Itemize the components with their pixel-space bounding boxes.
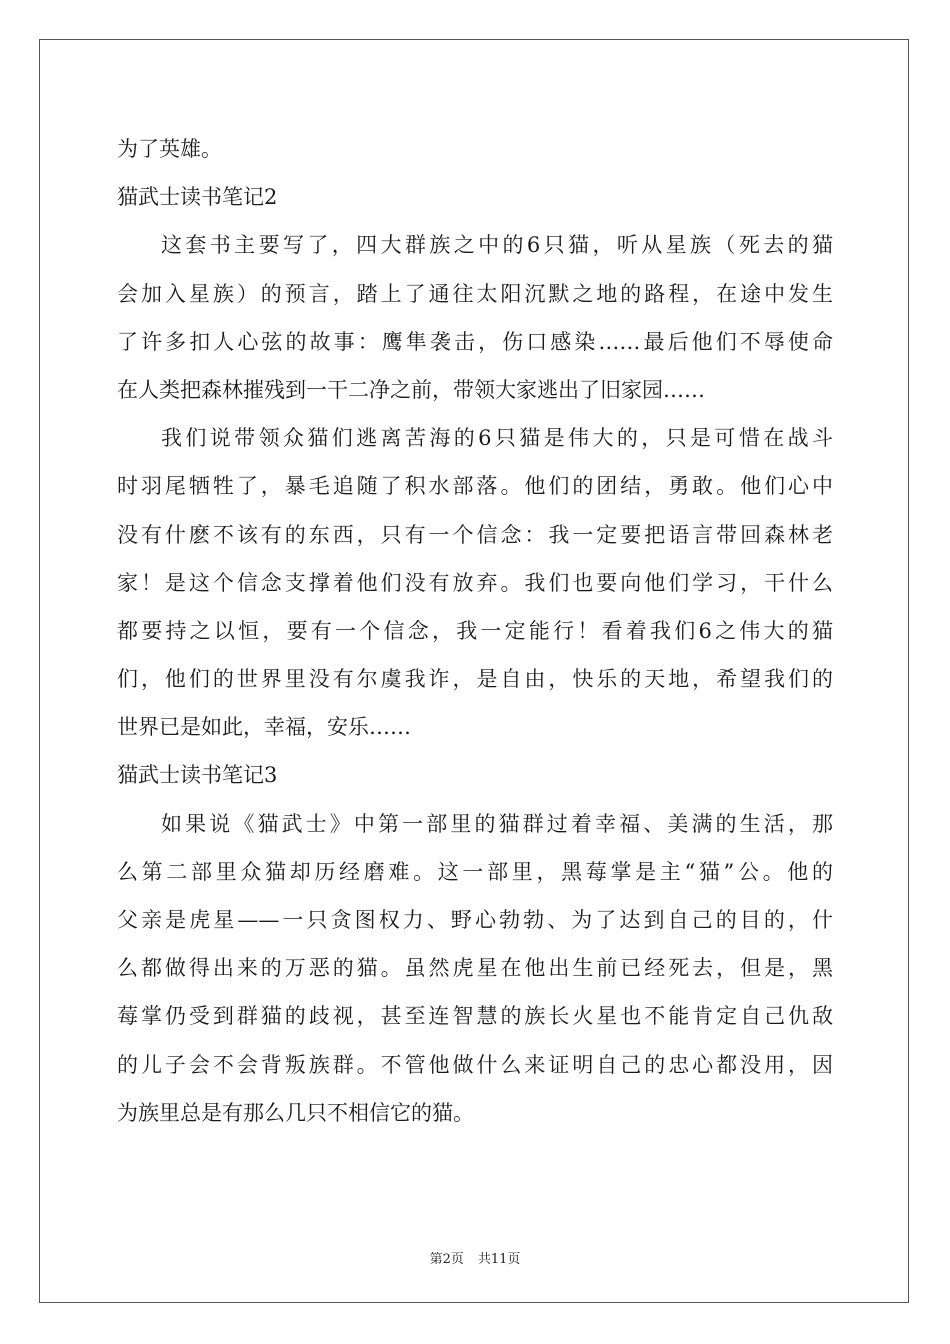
- text-line: 为族里总是有那么几只不相信它的猫。: [117, 1100, 474, 1125]
- text-line: 这套书主要写了，四大群族之中的6只猫，听从星族（死去的猫: [161, 233, 833, 258]
- text-line: 都要持之以恒，要有一个信念，我一定能行！看着我们6之伟大的猫: [117, 618, 833, 643]
- section-heading: 猫武士读书笔记3: [117, 763, 278, 788]
- text-line: 家！是这个信念支撑着他们没有放弃。我们也要向他们学习，干什么: [117, 570, 833, 595]
- text-line: 时羽尾牺牲了，暴毛追随了积水部落。他们的团结，勇敢。他们心中: [117, 474, 833, 499]
- document-body: [117, 125, 833, 1137]
- text-line: 么都做得出来的万恶的猫。虽然虎星在他出生前已经死去，但是，黑: [117, 956, 833, 981]
- section-heading: 猫武士读书笔记2: [117, 185, 278, 210]
- text-line: 在人类把森林摧残到一干二净之前，带领大家逃出了旧家园……: [117, 377, 705, 402]
- text-line: 父亲是虎星——一只贪图权力、野心勃勃、为了达到自己的目的，什: [117, 908, 833, 932]
- text-line: 如果说《猫武士》中第一部里的猫群过着幸福、美满的生活，那: [161, 811, 833, 836]
- text-line: 么第二部里众猫却历经磨难。这一部里，黑莓掌是主“猫”公。他的: [117, 859, 833, 884]
- text-line: 为了英雄。: [117, 137, 222, 161]
- text-line: 莓掌仍受到群猫的歧视，甚至连智慧的族长火星也不能肯定自己仇敌: [117, 1004, 833, 1029]
- text-line: 世界已是如此，幸福，安乐……: [117, 715, 411, 740]
- text-line: 的儿子会不会背叛族群。不管他做什么来证明自己的忠心都没用，因: [117, 1052, 833, 1077]
- page-number: 第2页: [429, 1252, 464, 1267]
- page-footer: [0, 1248, 950, 1267]
- page-total: 共11页: [477, 1252, 521, 1267]
- text-line: 会加入星族）的预言，踏上了通往太阳沉默之地的路程，在途中发生: [117, 281, 833, 306]
- text-line: 我们说带领众猫们逃离苦海的6只猫是伟大的，只是可惜在战斗: [161, 426, 833, 451]
- text-line: 没有什麽不该有的东西，只有一个信念：我一定要把语言带回森林老: [117, 522, 833, 547]
- text-line: 了许多扣人心弦的故事：鹰隼袭击，伤口感染……最后他们不辱使命: [117, 329, 833, 354]
- text-line: 们，他们的世界里没有尔虞我诈，是自由，快乐的天地，希望我们的: [117, 667, 833, 692]
